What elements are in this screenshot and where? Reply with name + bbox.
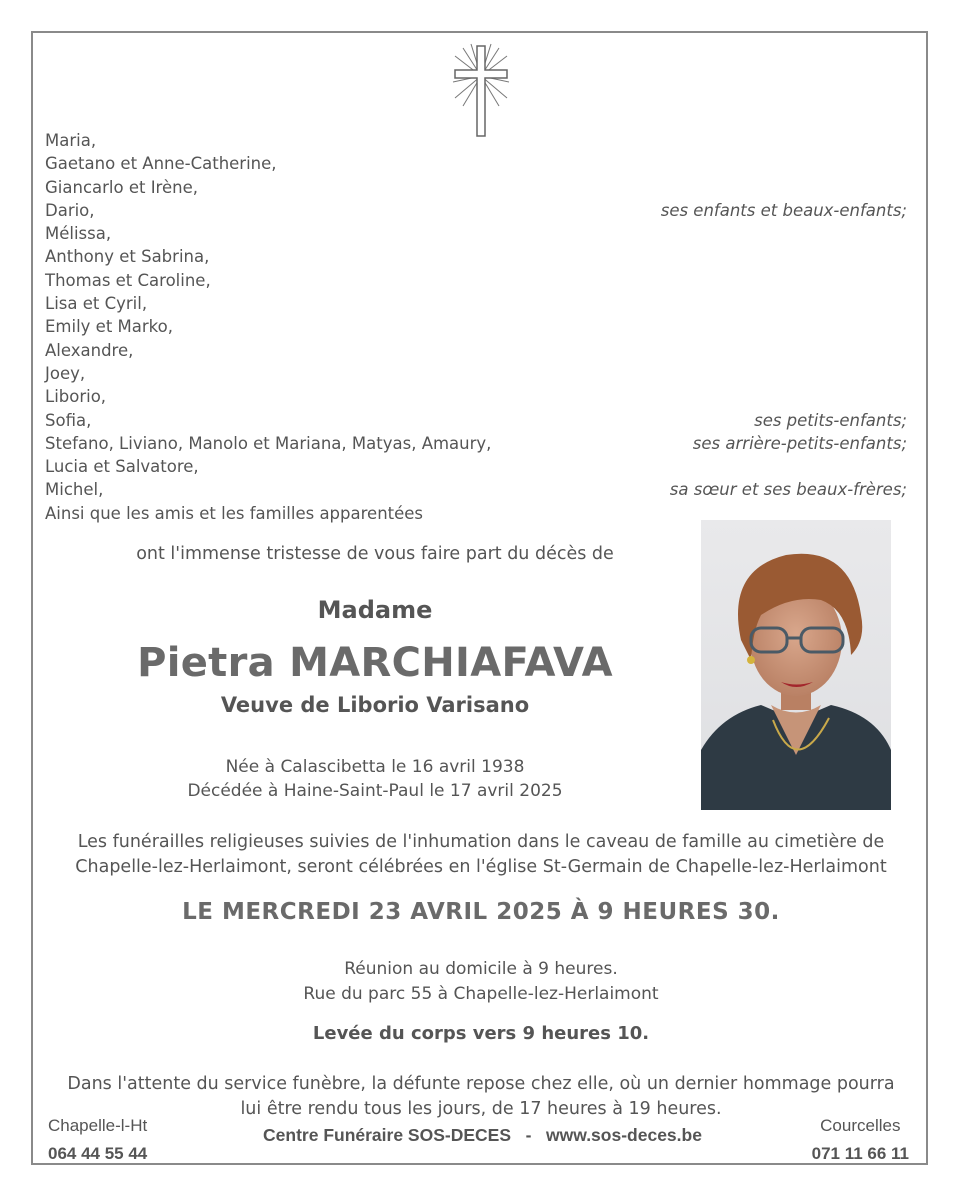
reunion-info [45,957,917,1007]
portrait-illustration [701,520,891,810]
family-relation: ses petits-enfants; [754,410,907,430]
death-line: Décédée à Haine-Saint-Paul le 17 avril 2025 [187,781,563,801]
family-row [45,176,907,199]
birth-death-dates [45,755,705,803]
radiant-cross-icon [451,42,511,138]
family-row [45,292,907,315]
family-name: Lucia et Salvatore, [45,457,199,477]
levee-du-corps: Levée du corps vers 9 heures 10. [312,1023,650,1044]
family-row [45,152,907,175]
deceased-name: Pietra MARCHIAFAVA [137,640,613,686]
family-relation: ses enfants et beaux-enfants; [660,200,907,220]
announcement-text: ont l'immense tristesse de vous faire part du décès de [136,544,614,564]
visitation-info [45,1072,917,1122]
left-city: Chapelle-l-Ht [48,1116,148,1135]
funeral-home-name [200,1125,765,1146]
family-row [45,129,907,152]
family-name: Emily et Marko, [45,317,173,337]
family-name: Maria, [45,131,97,150]
family-name: Gaetano et Anne-Catherine, [45,154,277,174]
birth-line: Née à Calascibetta le 16 avril 1938 [225,757,525,777]
visitation-line-1: Dans l'attente du service funèbre, la défunte repose chez elle, où un dernier hommage pourra [67,1074,895,1094]
family-row [45,199,907,222]
family-name: Dario, [45,200,95,220]
family-name: Lisa et Cyril, [45,294,148,314]
right-city: Courcelles [820,1116,901,1135]
family-name: Mélissa, [45,224,112,244]
family-name: Joey, [45,363,86,383]
family-row [45,222,907,245]
portrait-photo [701,520,891,810]
visitation-line-2: lui être rendu tous les jours, de 17 heures à 19 heures. [240,1099,722,1119]
family-name: Ainsi que les amis et les familles apparentées [45,503,424,523]
reunion-line-1: Réunion au domicile à 9 heures. [344,959,618,979]
funeral-details [45,830,917,880]
left-phone: 064 44 55 44 [48,1144,148,1163]
family-list [45,129,907,525]
family-row [45,385,907,408]
family-row [45,409,907,432]
family-row [45,478,907,501]
family-relation: ses arrière-petits-enfants; [692,433,907,453]
family-name: Liborio, [45,387,107,407]
family-row [45,362,907,385]
family-row [45,315,907,338]
footer-left-contact [48,1112,147,1168]
funeral-line-1: Les funérailles religieuses suivies de l'inhumation dans le caveau de famille au cimetière de [77,832,885,852]
family-name: Thomas et Caroline, [45,270,211,290]
footer-right-contact [812,1112,909,1168]
ceremony-date: LE MERCREDI 23 AVRIL 2025 À 9 HEURES 30. [182,899,780,925]
family-row [45,269,907,292]
family-relation: sa sœur et ses beaux-frères; [669,480,907,500]
deceased-title: Madame [317,596,433,624]
family-name: Stefano, Liviano, Manolo et Mariana, Matyas, Amaury, [45,433,492,453]
family-row [45,432,907,455]
widow-of: Veuve de Liborio Varisano [220,693,530,717]
family-name: Michel, [45,480,104,500]
family-name: Sofia, [45,410,92,430]
family-name: Anthony et Sabrina, [45,247,210,267]
family-row [45,245,907,268]
reunion-line-2: Rue du parc 55 à Chapelle-lez-Herlaimont [303,984,659,1004]
family-row [45,455,907,478]
funeral-line-2: Chapelle-lez-Herlaimont, seront célébrées en l'église St-Germain de Chapelle-lez-Herlaimont [75,857,887,877]
family-name: Giancarlo et Irène, [45,177,198,197]
family-row [45,339,907,362]
funeral-home-text: Centre Funéraire SOS-DECES - www.sos-deces.be [263,1125,702,1145]
family-name: Alexandre, [45,340,134,360]
right-phone: 071 11 66 11 [811,1144,909,1163]
